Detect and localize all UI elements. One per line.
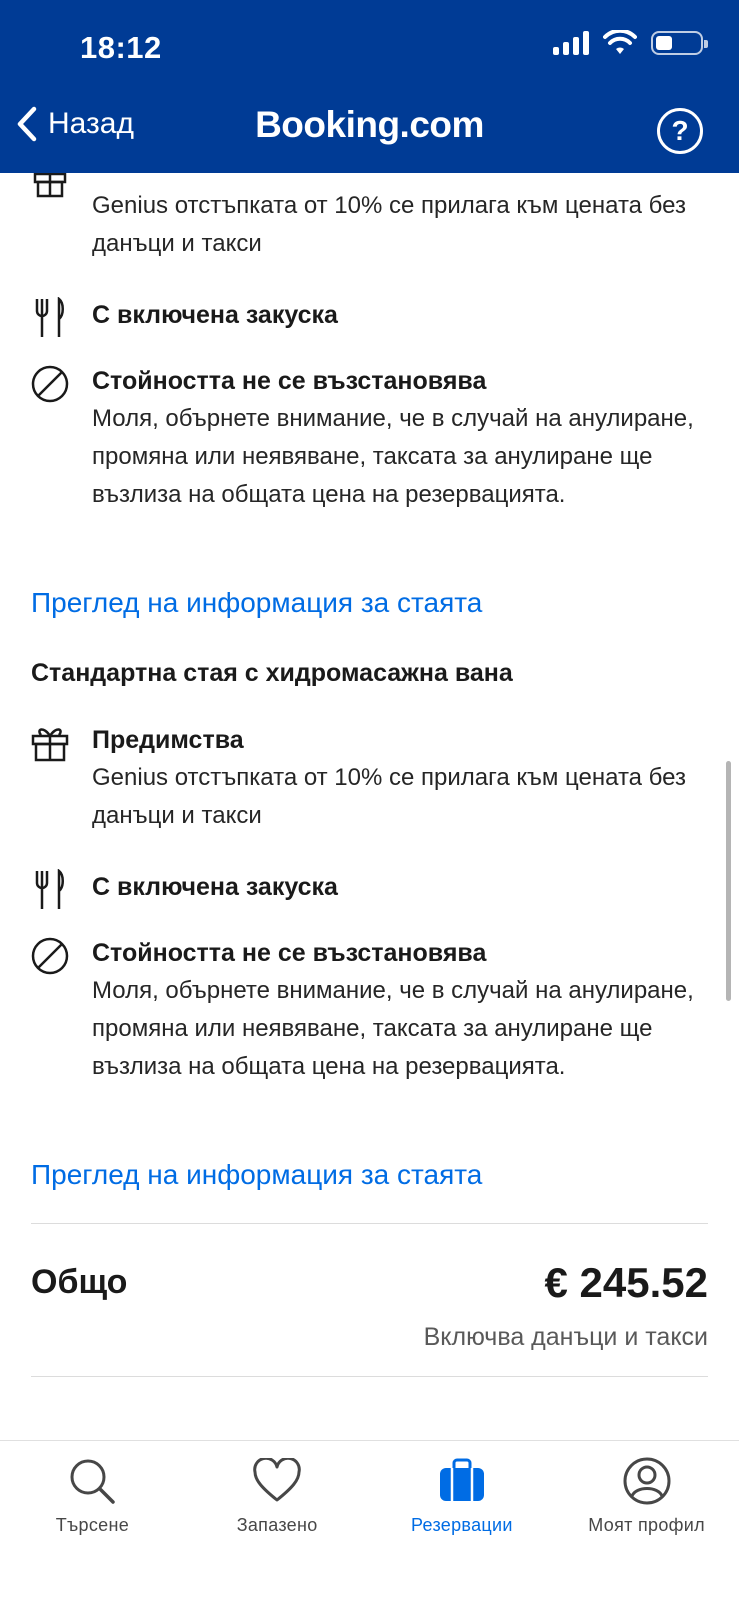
total-label: Общо <box>31 1263 128 1301</box>
help-button[interactable] <box>657 108 703 154</box>
back-label: Назад <box>48 107 134 140</box>
tab-label: Търсене <box>55 1515 130 1535</box>
room2-refund-title: Стойността не се възстановява <box>92 939 487 967</box>
cutlery-icon <box>28 296 72 340</box>
tab-profile[interactable] <box>554 1441 739 1600</box>
room1-benefits-row <box>0 173 739 263</box>
room1-benefits-text: Genius отстъпката от 10% се прилага към цената без данъци и такси <box>92 192 686 257</box>
room2-breakfast-row <box>0 868 739 906</box>
app-header <box>0 0 739 173</box>
room2-refund-row <box>0 934 739 1086</box>
tab-label: Запазено <box>236 1515 318 1535</box>
booking-details-content[interactable] <box>0 173 739 1440</box>
room2-info-link[interactable]: Преглед на информация за стаята <box>31 1159 483 1190</box>
room1-breakfast-title: С включена закуска <box>92 301 338 329</box>
scrollbar[interactable] <box>726 761 731 1001</box>
room1-breakfast-row <box>0 296 739 334</box>
search-icon <box>67 1455 117 1507</box>
tab-label: Моят профил <box>588 1515 705 1535</box>
room1-refund-text: Моля, обърнете внимание, че в случай на анулиране, промяна или неявяване, таксата за анулиране ще възлиза на общата цена на резервацията. <box>92 405 694 508</box>
divider <box>31 1376 708 1377</box>
tab-bookings[interactable] <box>370 1441 555 1600</box>
room2-benefits-row <box>0 721 739 835</box>
profile-icon <box>622 1455 672 1507</box>
room1-refund-title: Стойността не се възстановява <box>92 367 487 395</box>
no-refund-icon <box>28 934 72 978</box>
wifi-icon <box>603 30 637 56</box>
tab-saved[interactable] <box>185 1441 370 1600</box>
room2-name: Стандартна стая с хидромасажна вана <box>31 659 513 687</box>
total-price: € 245.52 <box>544 1259 708 1306</box>
total-note: Включва данъци и такси <box>423 1323 708 1351</box>
room2-refund-text: Моля, обърнете внимание, че в случай на анулиране, промяна или неявяване, таксата за анулиране ще възлиза на общата цена на резервацията. <box>92 977 694 1080</box>
status-indicators <box>553 30 703 56</box>
gift-icon <box>28 721 72 765</box>
help-icon: ? <box>671 115 689 146</box>
room1-refund-row <box>0 362 739 514</box>
bottom-tab-bar <box>0 1440 739 1600</box>
battery-icon <box>651 31 703 55</box>
room2-breakfast-title: С включена закуска <box>92 873 338 901</box>
tab-search[interactable] <box>0 1441 185 1600</box>
status-time: 18:12 <box>80 30 162 65</box>
room2-benefits-text: Genius отстъпката от 10% се прилага към цената без данъци и такси <box>92 764 686 829</box>
tab-label: Резервации <box>411 1515 513 1535</box>
room2-benefits-title: Предимства <box>92 726 244 754</box>
no-refund-icon <box>28 362 72 406</box>
room1-info-link[interactable]: Преглед на информация за стаята <box>31 587 483 618</box>
brand-logo: Booking.com <box>255 104 484 145</box>
heart-icon <box>252 1455 302 1507</box>
divider <box>31 1223 708 1224</box>
cellular-signal-icon <box>553 31 589 55</box>
suitcase-icon <box>437 1455 487 1507</box>
gift-icon <box>28 173 72 201</box>
cutlery-icon <box>28 868 72 912</box>
